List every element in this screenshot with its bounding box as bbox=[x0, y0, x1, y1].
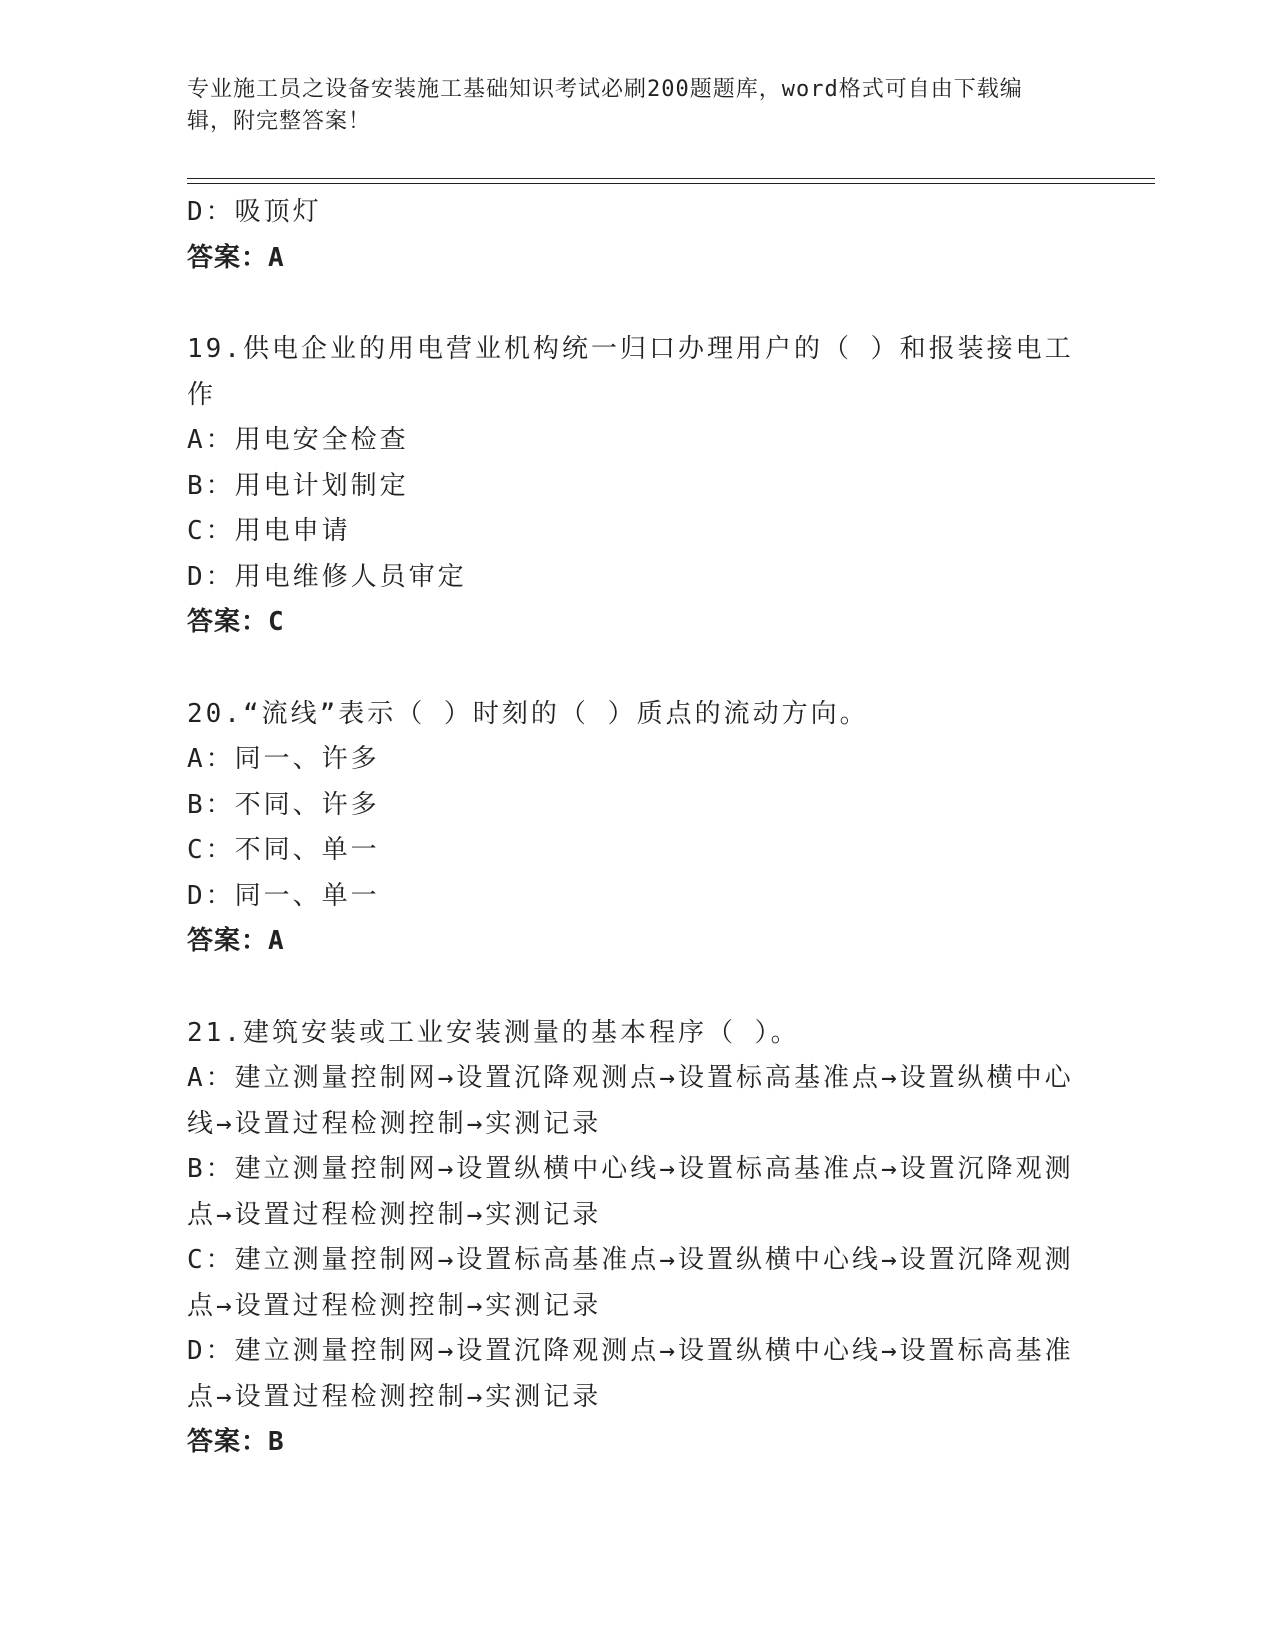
spacer bbox=[187, 965, 1077, 1011]
spacer bbox=[187, 646, 1077, 692]
option-d: D：用电维修人员审定 bbox=[187, 561, 467, 592]
option-c: C：建立测量控制网→设置标高基准点→设置纵横中心线→设置沉降观测点→设置过程检测控制→实测记录 bbox=[187, 1245, 1074, 1321]
option-d: D：建立测量控制网→设置沉降观测点→设置纵横中心线→设置标高基准点→设置过程检测控制→实测记录 bbox=[187, 1336, 1074, 1412]
option-c: C：不同、单一 bbox=[187, 835, 380, 865]
spacer bbox=[187, 281, 1077, 327]
option-a: A：建立测量控制网→设置沉降观测点→设置标高基准点→设置纵横中心线→设置过程检测控制→实测记录 bbox=[187, 1063, 1074, 1139]
option-d: D：吸顶灯 bbox=[187, 197, 322, 227]
answer: 答案：A bbox=[187, 242, 285, 273]
option-c: C：用电申请 bbox=[187, 516, 351, 546]
question-19 bbox=[187, 327, 1077, 646]
option-a: A：同一、许多 bbox=[187, 744, 380, 774]
option-b: B：不同、许多 bbox=[187, 789, 380, 820]
answer: 答案：B bbox=[187, 1427, 285, 1457]
question-stem: 19.供电企业的用电营业机构统一归口办理用户的（ ）和报装接电工作 bbox=[187, 334, 1074, 410]
question-20 bbox=[187, 692, 1077, 965]
header-divider-secondary bbox=[187, 183, 1155, 184]
option-d: D：同一、单一 bbox=[187, 880, 380, 911]
option-a: A：用电安全检查 bbox=[187, 425, 409, 455]
header-divider bbox=[187, 178, 1155, 179]
question-stem: 20.“流线”表示（ ）时刻的（ ）质点的流动方向。 bbox=[187, 698, 869, 729]
option-b: B：建立测量控制网→设置纵横中心线→设置标高基准点→设置沉降观测点→设置过程检测控制→实测记录 bbox=[187, 1154, 1074, 1230]
question-21 bbox=[187, 1011, 1077, 1466]
document-header: 专业施工员之设备安装施工基础知识考试必刷200题题库，word格式可自由下载编辑，附完整答案！ bbox=[187, 77, 1023, 134]
document-body bbox=[187, 190, 1077, 1466]
answer: 答案：A bbox=[187, 926, 285, 956]
option-b: B：用电计划制定 bbox=[187, 470, 409, 501]
question-stem: 21.建筑安装或工业安装测量的基本程序（ ）。 bbox=[187, 1017, 800, 1048]
answer: 答案：C bbox=[187, 607, 285, 637]
